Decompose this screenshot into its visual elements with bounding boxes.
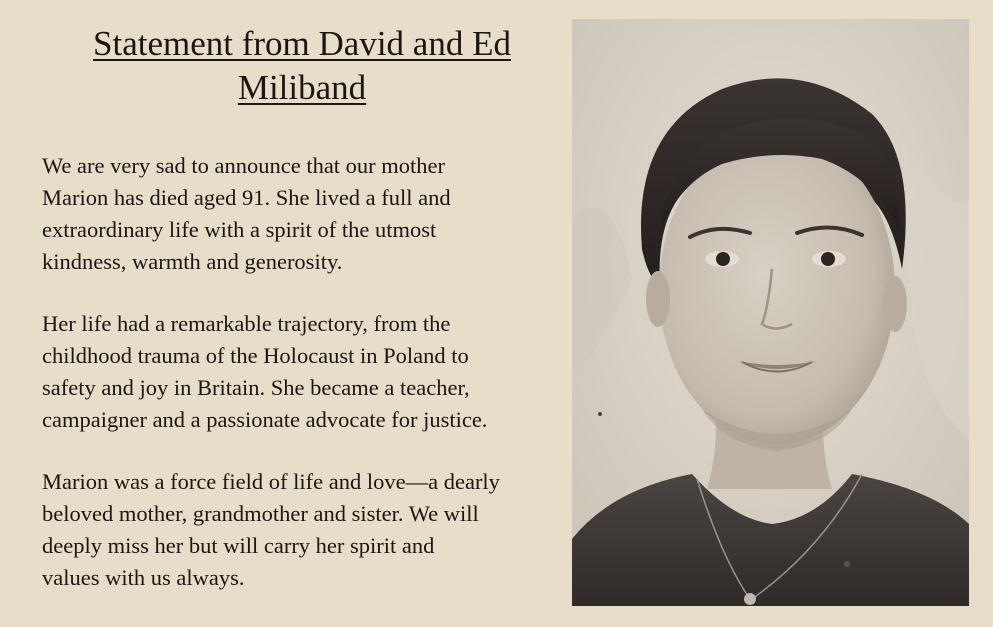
paragraph-tribute: Marion was a force field of life and love—a dearly beloved mother, grandmother and sister. We will deeply miss her but will carry her spirit and values with us always. bbox=[42, 469, 500, 590]
paragraph-life-story: Her life had a remarkable trajectory, from the childhood trauma of the Holocaust in Poland to safety and joy in Britain. She became a teacher, campaigner and a passionate advocate for justice. bbox=[42, 311, 488, 432]
page-title bbox=[40, 22, 564, 110]
portrait-photo bbox=[572, 19, 969, 606]
title-line-1: Statement from David and Ed bbox=[93, 24, 511, 63]
portrait-photo-icon bbox=[572, 19, 969, 606]
title-line-2: Miliband bbox=[237, 68, 367, 107]
statement-body bbox=[42, 150, 564, 624]
paragraph-announcement: We are very sad to announce that our mother Marion has died aged 91. She lived a full and extraordinary life with a spirit of the utmost kindness, warmth and generosity. bbox=[42, 153, 451, 274]
